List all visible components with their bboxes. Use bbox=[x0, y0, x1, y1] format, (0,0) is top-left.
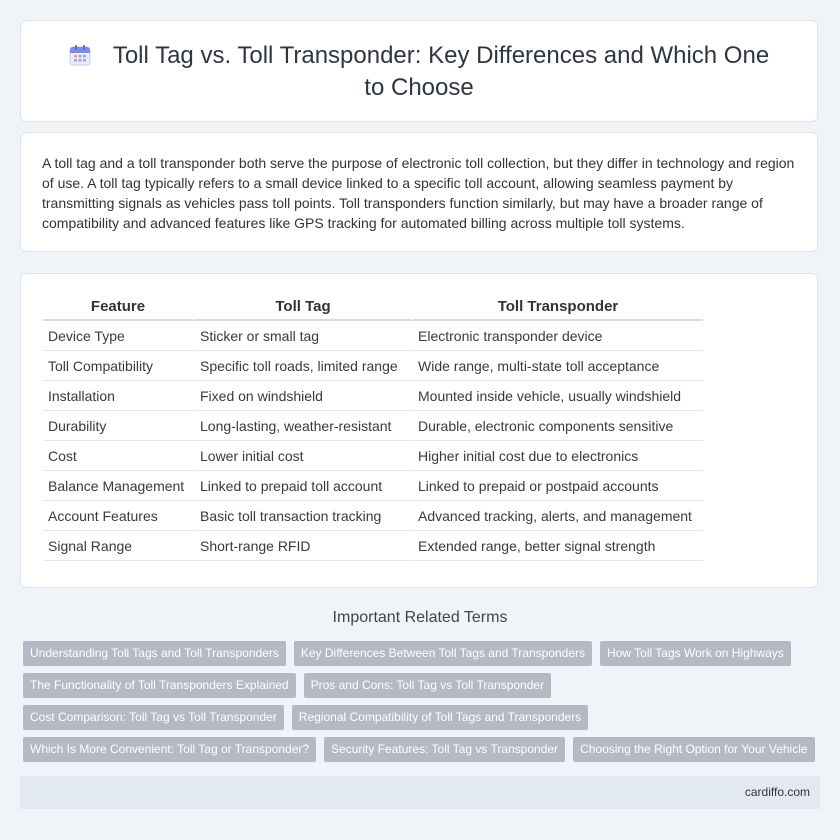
related-tag[interactable]: Security Features: Toll Tag vs Transponder bbox=[324, 737, 565, 762]
related-tag[interactable]: Which Is More Convenient: Toll Tag or Transponder? bbox=[23, 737, 316, 762]
table-cell: Lower initial cost bbox=[193, 441, 411, 471]
table-cell: Linked to prepaid or postpaid accounts bbox=[411, 471, 703, 501]
table-cell: Mounted inside vehicle, usually windshield bbox=[411, 381, 703, 411]
table-cell: Toll Compatibility bbox=[43, 351, 193, 381]
related-tag[interactable]: Pros and Cons: Toll Tag vs Toll Transponder bbox=[304, 673, 551, 698]
table-cell: Basic toll transaction tracking bbox=[193, 501, 411, 531]
footer-site-link[interactable]: cardiffo.com bbox=[744, 785, 810, 799]
table-cell: Advanced tracking, alerts, and management bbox=[411, 501, 703, 531]
title-card bbox=[20, 20, 818, 122]
related-terms-heading: Important Related Terms bbox=[332, 609, 508, 626]
table-row bbox=[43, 381, 703, 411]
calendar-icon bbox=[69, 44, 91, 73]
table-cell: Account Features bbox=[43, 501, 193, 531]
related-tag[interactable]: Understanding Toll Tags and Toll Transponders bbox=[23, 641, 286, 666]
table-cell: Durability bbox=[43, 411, 193, 441]
related-tags-row bbox=[23, 705, 588, 730]
related-tags-row bbox=[23, 673, 551, 698]
table-cell: Higher initial cost due to electronics bbox=[411, 441, 703, 471]
table-row bbox=[43, 501, 703, 531]
table-cell: Cost bbox=[43, 441, 193, 471]
table-row bbox=[43, 531, 703, 561]
header-feature: Feature bbox=[43, 294, 193, 321]
table-cell: Linked to prepaid toll account bbox=[193, 471, 411, 501]
page-title: Toll Tag vs. Toll Transponder: Key Differences and Which One to Choose bbox=[112, 41, 770, 101]
table-row bbox=[43, 441, 703, 471]
table-cell: Wide range, multi-state toll acceptance bbox=[411, 351, 703, 381]
table-row bbox=[43, 411, 703, 441]
table-cell: Sticker or small tag bbox=[193, 321, 411, 351]
related-tag[interactable]: Cost Comparison: Toll Tag vs Toll Transponder bbox=[23, 705, 284, 730]
related-tags-row bbox=[23, 641, 791, 666]
comparison-card bbox=[20, 273, 818, 588]
table-cell: Installation bbox=[43, 381, 193, 411]
table-cell: Specific toll roads, limited range bbox=[193, 351, 411, 381]
header-toll-tag: Toll Tag bbox=[193, 294, 411, 321]
table-cell: Short-range RFID bbox=[193, 531, 411, 561]
header-toll-transponder: Toll Transponder bbox=[411, 294, 703, 321]
table-cell: Signal Range bbox=[43, 531, 193, 561]
table-cell: Long-lasting, weather-resistant bbox=[193, 411, 411, 441]
table-cell: Balance Management bbox=[43, 471, 193, 501]
related-tag[interactable]: Choosing the Right Option for Your Vehicle bbox=[573, 737, 814, 762]
related-tag[interactable]: How Toll Tags Work on Highways bbox=[600, 641, 791, 666]
table-header-row bbox=[43, 294, 703, 321]
table-row bbox=[43, 471, 703, 501]
table-cell: Durable, electronic components sensitive bbox=[411, 411, 703, 441]
related-tag[interactable]: Regional Compatibility of Toll Tags and Transponders bbox=[292, 705, 588, 730]
table-row bbox=[43, 351, 703, 381]
table-cell: Extended range, better signal strength bbox=[411, 531, 703, 561]
related-tag[interactable]: Key Differences Between Toll Tags and Transponders bbox=[294, 641, 592, 666]
related-tags-row bbox=[23, 737, 815, 762]
footer bbox=[20, 776, 820, 809]
table-cell: Electronic transponder device bbox=[411, 321, 703, 351]
related-tag[interactable]: The Functionality of Toll Transponders Explained bbox=[23, 673, 296, 698]
intro-card bbox=[20, 132, 818, 252]
table-cell: Device Type bbox=[43, 321, 193, 351]
intro-paragraph: A toll tag and a toll transponder both serve the purpose of electronic toll collection, but they differ in technology and region of use. A toll tag typically refers to a small device linked to a specific toll account, allowing seamless payment by transmitting signals as vehicles pass toll points. Toll transponders function similarly, but may have a broader range of compatibility and advanced features like GPS tracking for automated billing across multiple toll systems. bbox=[42, 155, 795, 231]
comparison-table bbox=[43, 294, 703, 561]
table-row bbox=[43, 321, 703, 351]
page-title-wrap bbox=[59, 41, 779, 102]
table-cell: Fixed on windshield bbox=[193, 381, 411, 411]
